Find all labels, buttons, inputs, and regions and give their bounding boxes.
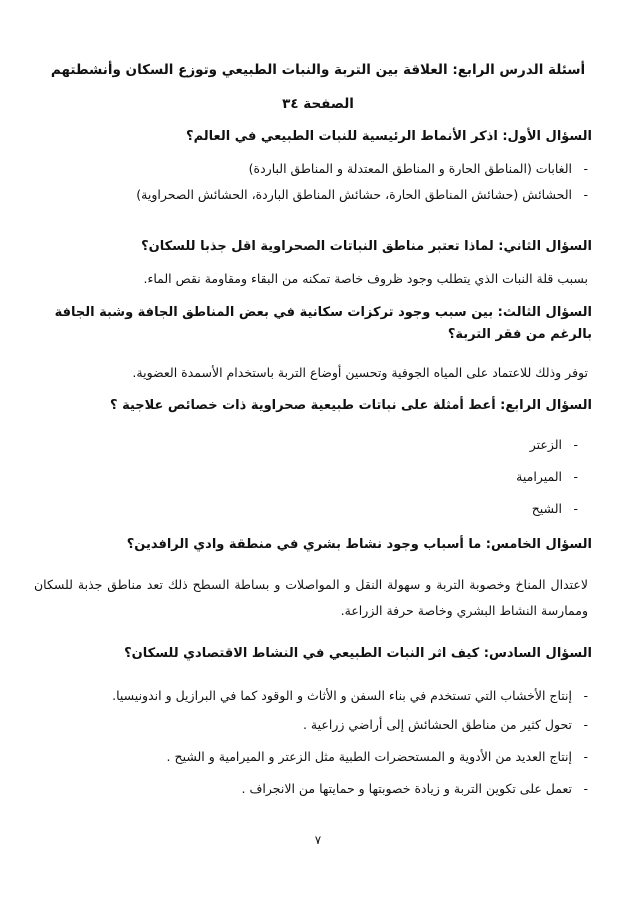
answer-4-list [30, 435, 580, 519]
list-item: - الزعتر [30, 435, 580, 455]
lesson-title: أسئلة الدرس الرابع: العلاقة بين التربة والنبات الطبيعي وتوزع السكان وأنشطتهم [50, 62, 586, 78]
answer-6-list [30, 683, 590, 799]
list-item: - الميرامية [30, 467, 580, 487]
answer-2: بسبب قلة النبات الذي يتطلب وجود ظروف خاصة تمكنه من البقاء ومقاومة نقص الماء. [143, 271, 588, 286]
list-item: - تعمل على تكوين التربة و زيادة خصوبتها و حمايتها من الانجراف . [30, 779, 590, 799]
question-2: السؤال الثاني: لماذا تعتبر مناطق النباتات الصحراوية اقل جذبا للسكان؟ [141, 239, 592, 254]
question-4: السؤال الرابع: أعط أمثلة على نباتات طبيعية صحراوية ذات خصائص علاجية ؟ [110, 398, 592, 413]
list-item: - الغابات (المناطق الحارة و المناطق المعتدلة و المناطق الباردة) [30, 159, 590, 179]
answer-5: لاعتدال المناخ وخصوبة التربة و سهولة النقل و المواصلات و بساطة السطح ذلك تعد مناطق جذبة للسكان وممارسة النشاط البشري وخاصة حرفة الزراعة. [34, 577, 588, 618]
list-item: - إنتاج العديد من الأدوية و المستحضرات الطبية مثل الزعتر و الميرامية و الشيح . [30, 747, 590, 767]
question-5: السؤال الخامس: ما أسباب وجود نشاط بشري في منطقة وادي الرافدين؟ [126, 537, 592, 552]
list-item: - إنتاج الأخشاب التي تستخدم في بناء السفن و الأثاث و الوقود كما في البرازيل و اندونيسيا. [30, 683, 590, 709]
list-item: - الشيح [30, 499, 580, 519]
answer-3: توفر وذلك للاعتماد على المياه الجوفية وتحسين أوضاع التربة باستخدام الأسمدة العضوية. [132, 365, 588, 380]
page-number: ٧ [314, 833, 322, 847]
list-item: - تحول كثير من مناطق الحشائش إلى أراضي زراعية . [30, 715, 590, 735]
page-label: الصفحة ٣٤ [282, 96, 354, 112]
question-6: السؤال السادس: كيف اثر النبات الطبيعي في النشاط الاقتصادي للسكان؟ [124, 646, 592, 661]
question-3: السؤال الثالث: بين سبب وجود تركزات سكانية في بعض المناطق الجافة وشبة الجافة بالرغم من فقر التربة؟ [54, 305, 592, 342]
list-item: - الحشائش (حشائش المناطق الحارة، حشائش المناطق الباردة، الحشائش الصحراوية) [30, 185, 590, 205]
answer-1-list [30, 159, 590, 205]
question-1: السؤال الأول: اذكر الأنماط الرئيسية للنبات الطبيعي في العالم؟ [186, 129, 592, 144]
